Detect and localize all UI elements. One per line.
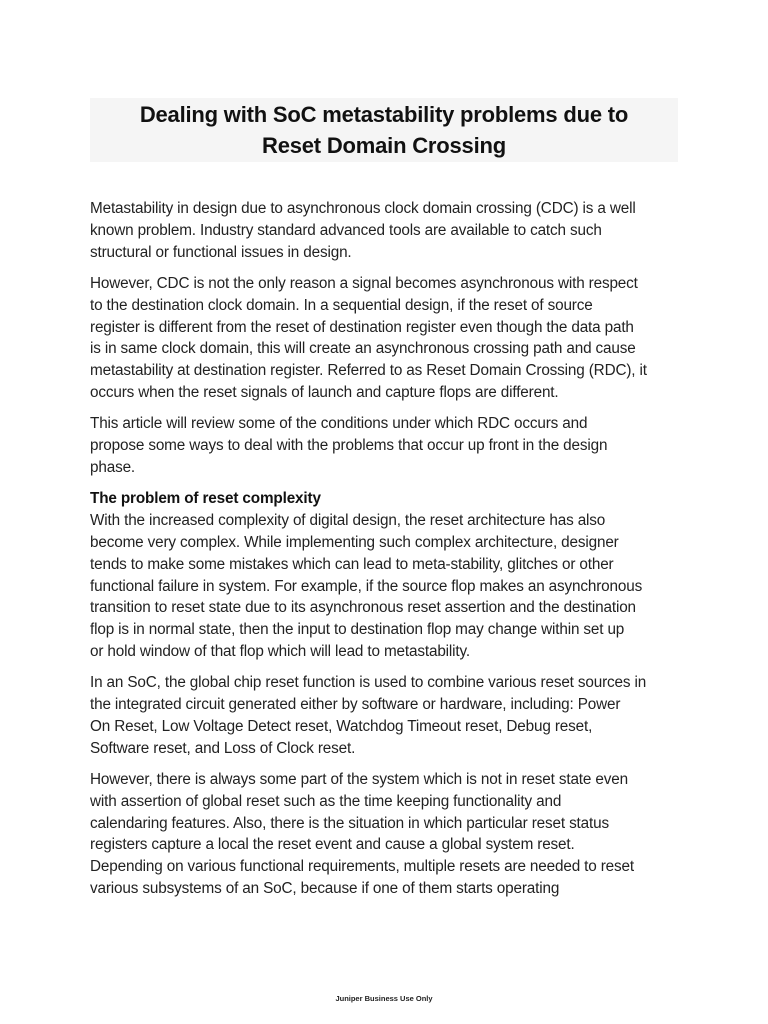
paragraph-5 <box>90 672 690 760</box>
paragraph-line: Depending on various functional requirements, multiple resets are needed to reset <box>90 858 634 876</box>
paragraph-line: Metastability in design due to asynchronous clock domain crossing (CDC) is a well <box>90 200 636 217</box>
paragraph-line: With the increased complexity of digital design, the reset architecture has also <box>90 511 606 529</box>
paragraph-2 <box>90 273 690 404</box>
document-title-line-2: Reset Domain Crossing <box>262 133 506 158</box>
paragraph-line: In an SoC, the global chip reset function is used to combine various reset sources in <box>90 674 647 692</box>
paragraph-line: calendaring features. Also, there is the situation in which particular reset status <box>90 814 609 832</box>
paragraph-4 <box>90 488 690 663</box>
section-heading: The problem of reset complexity <box>90 489 321 507</box>
paragraph-line: propose some ways to deal with the problems that occur up front in the design <box>90 437 608 455</box>
paragraph-line: phase. <box>90 458 136 476</box>
paragraph-line: occurs when the reset signals of launch and capture flops are different. <box>90 384 559 402</box>
paragraph-line: register is different from the reset of destination register even though the data path <box>90 318 634 336</box>
paragraph-line: to the destination clock domain. In a sequential design, if the reset of source <box>90 296 593 314</box>
paragraph-line: Software reset, and Loss of Clock reset. <box>90 739 356 757</box>
footer-classification: Juniper Business Use Only <box>335 994 433 1003</box>
paragraph-line: various subsystems of an SoC, because if one of them starts operating <box>90 880 560 898</box>
paragraph-line: metastability at destination register. Referred to as Reset Domain Crossing (RDC), it <box>90 362 647 380</box>
paragraph-line: flop is in normal state, then the input to destination flop may change within set up <box>90 621 625 639</box>
paragraph-line: On Reset, Low Voltage Detect reset, Watchdog Timeout reset, Debug reset, <box>90 717 593 735</box>
paragraph-line: functional failure in system. For example, if the source flop makes an asynchronous <box>90 577 643 595</box>
paragraph-line: However, there is always some part of the system which is not in reset state even <box>90 770 628 788</box>
paragraph-line: structural or functional issues in design. <box>90 243 352 261</box>
paragraph-6 <box>90 769 690 900</box>
paragraph-line: known problem. Industry standard advanced tools are available to catch such <box>90 221 602 239</box>
paragraph-line: become very complex. While implementing such complex architecture, designer <box>90 533 619 551</box>
document-title-line-1: Dealing with SoC metastability problems due to <box>139 102 629 127</box>
paragraph-line: registers capture a local the reset event and cause a global system reset. <box>90 836 575 854</box>
paragraph-line: However, CDC is not the only reason a signal becomes asynchronous with respect <box>90 274 638 292</box>
paragraph-line: with assertion of global reset such as the time keeping functionality and <box>90 792 562 810</box>
paragraph-line: or hold window of that flop which will lead to metastability. <box>90 643 470 661</box>
title-box <box>90 98 678 162</box>
paragraph-1 <box>90 198 690 264</box>
document-body <box>90 198 690 909</box>
paragraph-3 <box>90 413 690 479</box>
paragraph-line: is in same clock domain, this will create an asynchronous crossing path and cause <box>90 340 636 358</box>
paragraph-line: This article will review some of the conditions under which RDC occurs and <box>90 415 588 433</box>
paragraph-line: transition to reset state due to its asynchronous reset assertion and the destination <box>90 599 636 617</box>
paragraph-line: tends to make some mistakes which can lead to meta-stability, glitches or other <box>90 555 614 573</box>
paragraph-line: the integrated circuit generated either by software or hardware, including: Power <box>90 696 621 714</box>
